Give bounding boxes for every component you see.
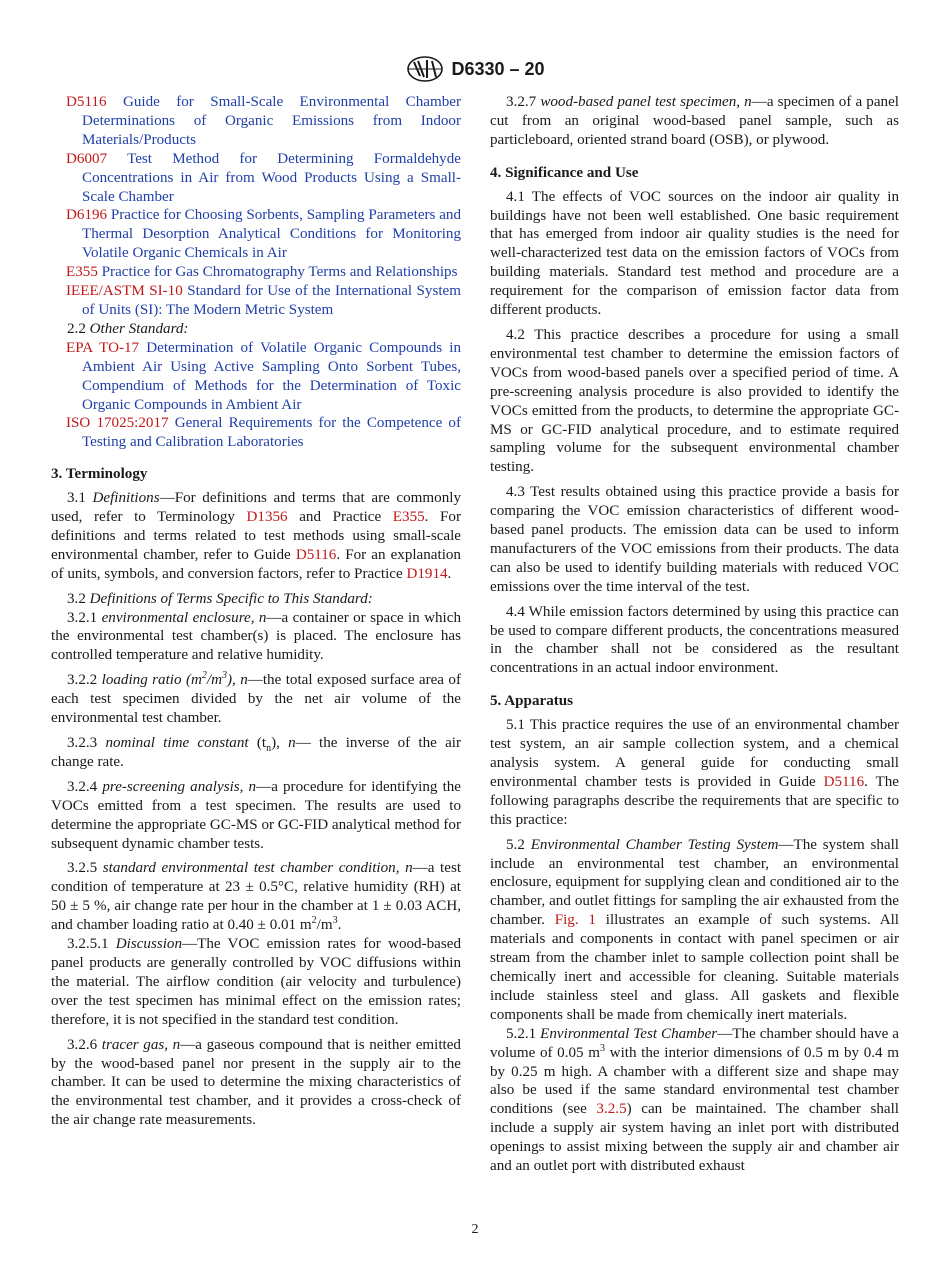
paragraph-4-2: 4.2 This practice describes a procedure for using a small environmental test chamber to determine the emission factors of VOCs from wood-based panels over a specified period of time. A pre-screening analysis procedure is also provided to identify the VOCs emitted from the products, to determine the appropriate GC-MS or GC-FID analytical procedure, and to estimate required sampling volume for the subsequent environmental chamber testing. xyxy=(490,326,899,476)
ref-title[interactable]: Guide for Small-Scale Environmental Chamber Determinations of Organic Emissions from Indoor Materials/Products xyxy=(82,94,461,148)
reference-d6007 xyxy=(51,150,461,207)
ref-title[interactable]: General Requirements for the Competence of Testing and Calibration Laboratories xyxy=(82,415,461,451)
paragraph-3-2-4: 3.2.4 pre-screening analysis, n—a procedure for identifying the VOCs emitted from a test specimen. The results are used to determine the appropriate GC-MS or GC-FID analytical method for subsequent dynamic chamber tests. xyxy=(51,778,462,852)
ref-link[interactable]: E355 xyxy=(66,264,98,281)
link-e355[interactable]: E355 xyxy=(392,509,425,526)
paragraph-3-2-5-1: 3.2.5.1 Discussion—The VOC emission rates for wood-based panel products are generally controlled by VOC diffusions within the material. The airflow condition (air velocity and turbulence) over the test specimen has minimal effect on the emission rates; therefore, it is not specified in the standard test condition. xyxy=(51,936,461,1028)
reference-e355 xyxy=(51,263,461,282)
ref-link[interactable]: EPA TO-17 xyxy=(66,339,140,356)
page-header xyxy=(0,56,950,82)
paragraph-5-1: 5.1 This practice requires the use of an environmental chamber test system, an air sample collection system, and a chemical analysis system. A general guide for conducting small environmental chamber tests is provided in Guide D5116. The following paragraphs describe the requirements that are specific to this practice: xyxy=(490,717,899,828)
paragraph-3-2-7: 3.2.7 wood-based panel test specimen, n—a specimen of a panel cut from an original wood-based panel sample, such as particleboard, oriented strand board (OSB), or plywood. xyxy=(490,94,899,148)
page-number: 2 xyxy=(471,1222,479,1237)
ref-title[interactable]: Practice for Gas Chromatography Terms and Relationships xyxy=(101,264,458,281)
ref-link[interactable]: D5116 xyxy=(66,94,107,110)
ref-title[interactable]: Test Method for Determining Formaldehyde Concentrations in Air from Wood Products Using a Small-Scale Chamber xyxy=(82,150,461,205)
link-d5116[interactable]: D5116 xyxy=(295,546,337,563)
section-heading: 5. Apparatus xyxy=(490,693,574,710)
paragraph-3-2-2: 3.2.2 loading ratio $(m^2/m^3)$, n—the total exposed surface area of each test specimen divided by the net air volume of the environmental test chamber. xyxy=(51,670,461,727)
paragraph-4-1: 4.1 The effects of VOC sources on the indoor air quality in buildings have not been well established. One basic requirement that has emerged from indoor air quality studies is the need for well-characterized test data on the emission factors of VOCs from building materials. Standard test method and procedure are a requirement for the comparison of emission factor data from different products. xyxy=(490,188,899,319)
reference-iso17025 xyxy=(51,414,461,452)
link-3-2-5[interactable]: 3.2.5 xyxy=(596,1101,627,1118)
ref-link[interactable]: IEEE/ASTM SI-10 xyxy=(66,283,183,300)
paragraph-3-2-6: 3.2.6 tracer gas, n—a gaseous compound that is neither emitted by the wood-based panel nor present in the supply air to the chamber. It can be used to determine the mixing characteristics of the environmental test chamber, and it provides a cross-check of the air change rate measurements. xyxy=(51,1036,461,1129)
section-heading: 3. Terminology xyxy=(51,466,148,483)
paragraph-4-4: 4.4 While emission factors determined by using this practice can be used to compare different products, the concentrations measured in the chamber shall not be considered as the resultant concentrations in an actual indoor environment. xyxy=(490,603,899,677)
link-fig-1[interactable]: Fig. 1 xyxy=(554,912,596,929)
right-column xyxy=(490,93,899,1176)
section-heading: 4. Significance and Use xyxy=(490,164,639,181)
reference-d6196 xyxy=(51,206,461,263)
paragraph-4-3: 4.3 Test results obtained using this practice provide a basis for comparing the VOC emission characteristics of different wood-based panel products. The emission data can be used to inform manufacturers of the VOC emissions from their products. The data can also be used to identify building materials with reduced VOC emissions over the time interval of the test. xyxy=(490,484,899,595)
ref-title[interactable]: Practice for Choosing Sorbents, Sampling Parameters and Thermal Desorption Analytical Conditions for Monitoring Volatile Organic Chemicals in Air xyxy=(82,207,461,262)
other-standard-label: 2.2 Other Standard: xyxy=(67,320,189,337)
link-d1356[interactable]: D1356 xyxy=(246,509,288,526)
left-column xyxy=(51,93,461,1130)
paragraph-3-2-1: 3.2.1 environmental enclosure, n—a container or space in which the environmental test chamber(s) is placed. The enclosure has controlled temperature and relative humidity. xyxy=(51,609,461,664)
paragraph-3-1: 3.1 Definitions—For definitions and terms that are commonly used, refer to Terminology D1356 and Practice E355. For definitions and terms related to test methods using small-scale environmental chamber, refer to Guide D5116. For an explanation of units, symbols, and conversion factors, refer to Practice D1914. xyxy=(51,490,462,582)
ref-link[interactable]: ISO 17025:2017 xyxy=(66,415,169,432)
paragraph-3-2-3: 3.2.3 nominal time constant $(t_n)$, n— the inverse of the air change rate. xyxy=(51,735,462,770)
paragraph-5-2: 5.2 Environmental Chamber Testing System—The system shall include an environmental test chamber, an environmental enclosure, equipment for supplying clean and conditioned air to the chamber, and outlet fittings for sampling the air exhausted from the chamber. Fig. 1 illustrates an example of such systems. All materials and components in contact with panel specimen or air stream from the chamber inlet to sample collection point shall be chemically inert and accessible for cleaning. Suitable materials include stainless steel and glass. All gaskets and flexible components shall be made from chemically inert materials. xyxy=(490,836,900,1023)
ref-link[interactable]: D6007 xyxy=(66,150,108,167)
reference-epa-to17 xyxy=(51,339,461,415)
link-d5116[interactable]: D5116 xyxy=(823,773,865,790)
paragraph-3-2-5: 3.2.5 standard environmental test chamber condition, n—a test condition of temperature at 23 ± 0.5°C, relative humidity (RH) at 50 ± 5 %, air change rate per hour in the chamber at 1 ± 0.03 ACH, and chamber loading ratio at 0.40 ± 0.01 $m^2/m^3$. xyxy=(51,860,462,934)
paragraph-5-2-1: 5.2.1 Environmental Test Chamber—The chamber should have a volume of 0.05 $m^3$ with the interior dimensions of 0.5 m by 0.4 m by 0.25 m high. A chamber with a different size and shape may also be used if the same standard environmental test chamber conditions (see 3.2.5) can be maintained. The chamber shall include a supply air system having an inlet port with distributed openings to assist mixing between the supply air and chamber air and an outlet port with distributed exhaust xyxy=(490,1025,899,1175)
document-id: D6330 – 20 xyxy=(451,58,545,79)
ref-title[interactable]: Standard for Use of the International System of Units (SI): The Modern Metric System xyxy=(82,283,461,318)
link-d1914[interactable]: D1914 xyxy=(406,565,448,582)
reference-d5116 xyxy=(51,93,461,150)
reference-si10 xyxy=(51,282,461,320)
astm-logo-icon xyxy=(405,56,445,82)
ref-link[interactable]: D6196 xyxy=(66,207,108,224)
paragraph-3-2: 3.2 Definitions of Terms Specific to This Standard: xyxy=(67,590,373,607)
ref-title[interactable]: Determination of Volatile Organic Compounds in Ambient Air Using Active Sampling Onto Sorbent Tubes, Compendium of Methods for the Determination of Toxic Organic Compounds in Ambient Air xyxy=(82,339,461,413)
